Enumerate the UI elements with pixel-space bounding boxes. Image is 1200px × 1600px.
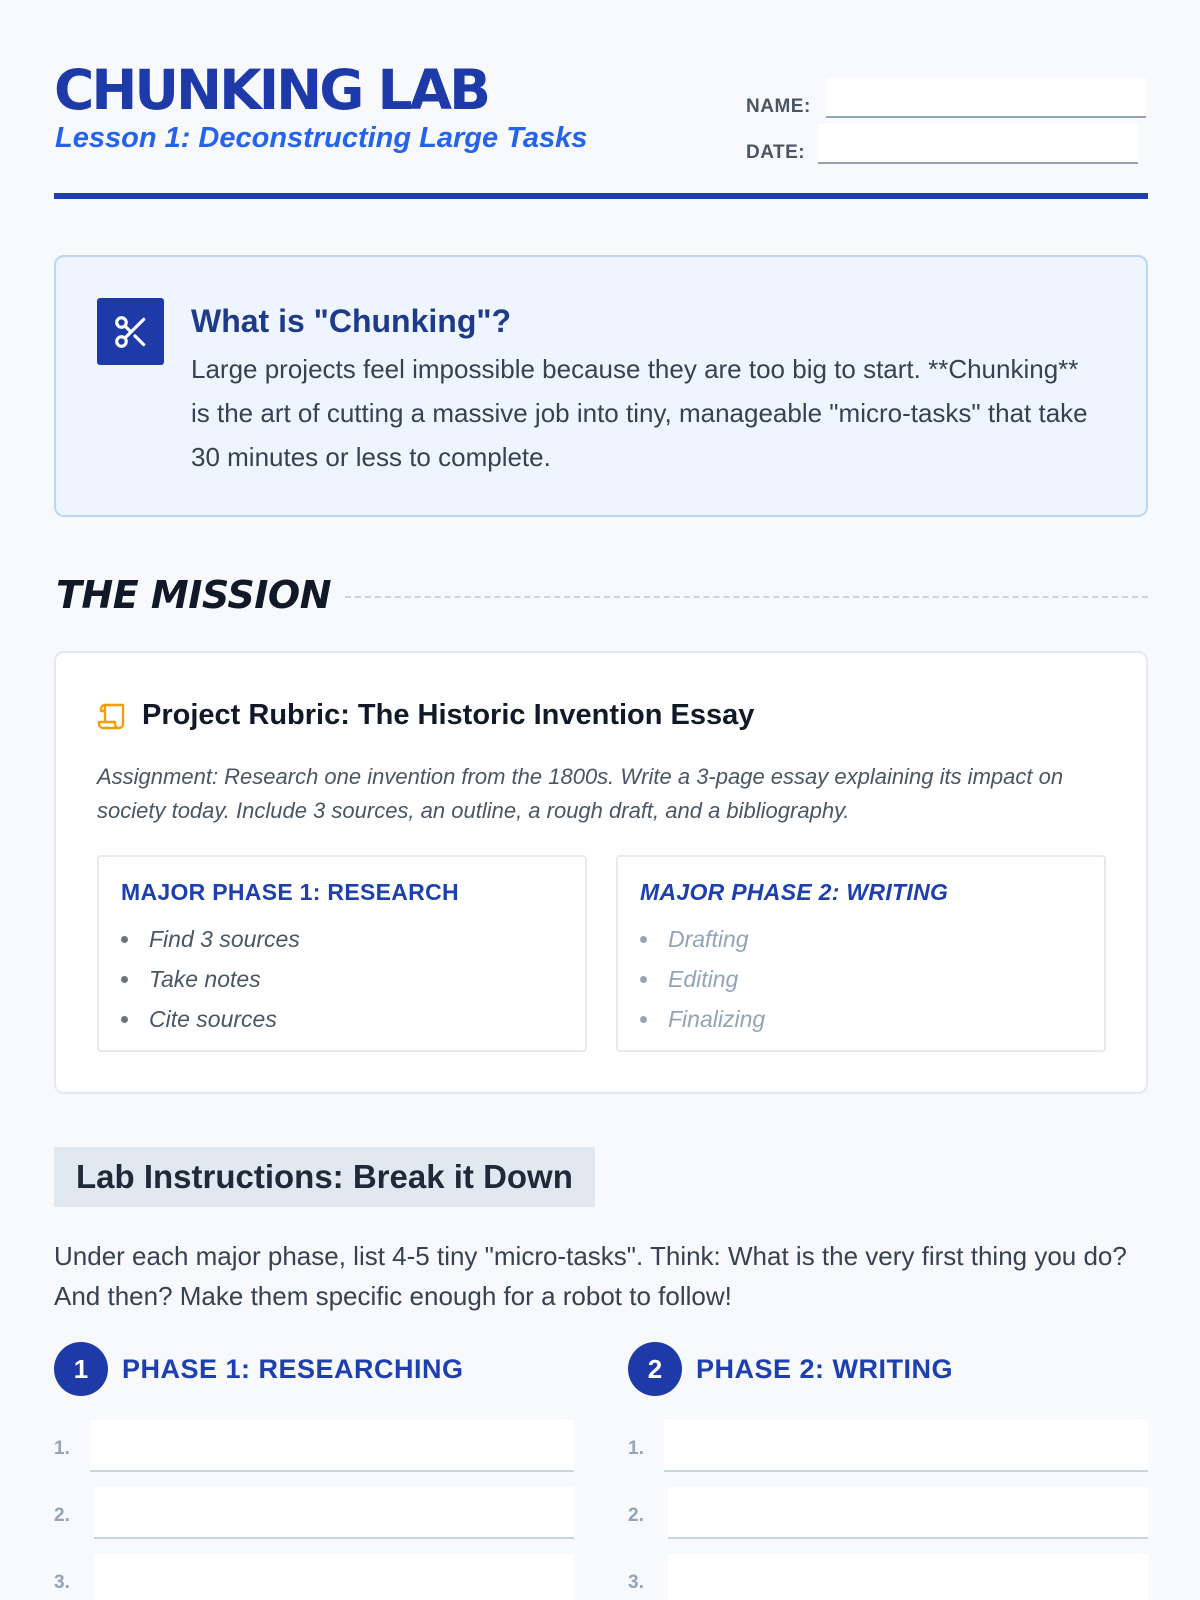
lab-instructions-heading: Lab Instructions: Break it Down (54, 1147, 595, 1207)
micro-task-row (54, 1420, 574, 1472)
micro-task-input[interactable] (664, 1420, 1148, 1472)
micro-task-input[interactable] (668, 1554, 1148, 1600)
row-number: 3. (628, 1572, 644, 1593)
micro-task-input[interactable] (668, 1487, 1148, 1539)
list-item: Find 3 sources (121, 919, 300, 959)
rubric-title: Project Rubric: The Historic Invention Essay (142, 699, 755, 731)
phase-2-header (628, 1342, 953, 1396)
major-phase-writing-box (616, 855, 1106, 1052)
major-phase-list (121, 919, 300, 1039)
list-item: Cite sources (121, 999, 300, 1039)
lesson-subtitle: Lesson 1: Deconstructing Large Tasks (55, 122, 588, 154)
micro-task-input[interactable] (90, 1420, 574, 1472)
micro-task-row (628, 1487, 1148, 1539)
phase-number-badge: 2 (628, 1342, 682, 1396)
page-title: CHUNKING LAB (54, 58, 489, 122)
callout-body: Large projects feel impossible because they are too big to start. **Chunking** is the art of cutting a massive job into tiny, manageable "micro-tasks" that take 30 minutes or less to complete. (191, 354, 1088, 472)
row-number: 2. (54, 1505, 70, 1526)
major-phase-title: MAJOR PHASE 2: WRITING (640, 879, 949, 905)
major-phase-list (640, 919, 765, 1039)
micro-task-row (628, 1554, 1148, 1600)
phase-name: PHASE 2: WRITING (696, 1353, 954, 1384)
chunking-definition-callout (54, 255, 1148, 517)
list-item: Finalizing (640, 999, 765, 1039)
list-item: Take notes (121, 959, 300, 999)
row-number: 3. (54, 1572, 70, 1593)
date-label: DATE: (746, 142, 806, 163)
date-field-row (746, 124, 1138, 164)
phase-number-badge: 1 (54, 1342, 108, 1396)
micro-task-row (54, 1487, 574, 1539)
micro-task-input[interactable] (94, 1487, 574, 1539)
micro-task-row (54, 1554, 574, 1600)
major-phase-research-box (97, 855, 587, 1052)
row-number: 2. (628, 1505, 644, 1526)
major-phase-title: MAJOR PHASE 1: RESEARCH (121, 879, 459, 905)
callout-heading: What is "Chunking"? (191, 303, 512, 339)
scroll-icon (97, 702, 129, 732)
row-number: 1. (54, 1438, 70, 1459)
worksheet-header (54, 58, 1148, 200)
phase-1-header (54, 1342, 464, 1396)
list-item: Drafting (640, 919, 765, 959)
name-label: NAME: (746, 96, 811, 117)
micro-task-input[interactable] (94, 1554, 574, 1600)
date-field[interactable] (818, 124, 1138, 164)
row-number: 1. (628, 1438, 644, 1459)
mission-dashed-divider (345, 596, 1148, 598)
list-item: Editing (640, 959, 765, 999)
header-divider (54, 193, 1148, 199)
lab-instructions-text: Under each major phase, list 4-5 tiny "micro-tasks". Think: What is the very first thing you do? And then? Make them specific enough for a robot to follow! (54, 1241, 1127, 1311)
phase-name: PHASE 1: RESEARCHING (122, 1353, 464, 1384)
mission-section-title: THE MISSION (56, 573, 331, 617)
name-field-row (746, 78, 1146, 118)
micro-task-row (628, 1420, 1148, 1472)
assignment-description: Assignment: Research one invention from the 1800s. Write a 3-page essay explaining its impact on society today. Include 3 sources, an outline, a rough draft, and a bibliography. (97, 764, 1064, 823)
name-field[interactable] (826, 78, 1146, 118)
scissors-icon (97, 298, 164, 365)
project-rubric-card (54, 651, 1148, 1094)
